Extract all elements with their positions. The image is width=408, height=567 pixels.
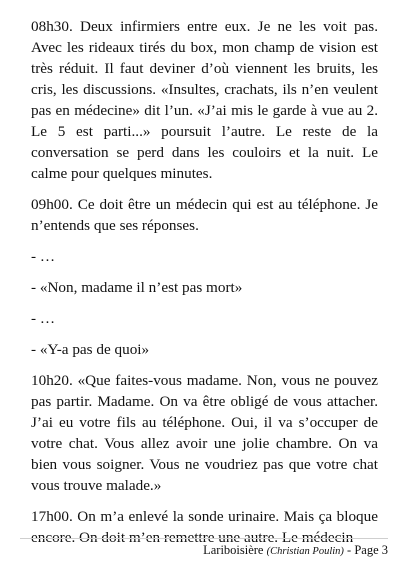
footer-author: (Christian Poulin) bbox=[266, 546, 344, 557]
dialog-line: - «Y-a pas de quoi» bbox=[31, 341, 150, 358]
paragraph-1700: 17h00. On m’a enlevé la sonde urinaire. Mais ça bloque encore. On doit m’en remettre une autre. Le médecin bbox=[31, 508, 378, 546]
dialog-line: - … bbox=[31, 310, 56, 327]
dialog-line: - «Non, madame il n’est pas mort» bbox=[31, 279, 243, 296]
dialog-line: - … bbox=[31, 248, 56, 265]
paragraph-0900: 09h00. Ce doit être un médecin qui est au téléphone. Je n’entends que ses réponses. bbox=[31, 196, 378, 234]
footer-divider bbox=[20, 538, 388, 539]
body-text bbox=[31, 16, 378, 558]
page-footer bbox=[203, 543, 388, 558]
paragraph-0830: 08h30. Deux infirmiers entre eux. Je ne les voit pas. Avec les rideaux tirés du box, mon champ de vision est très réduit. Il faut deviner d’où viennent les bruits, les cris, les discussions. «Insultes, crachats, ils n’en veulent pas en médecine» dit l’un. «J’ai mis le garde à vue au 2. Le 5 est parti...» poursuit l’autre. Le reste de la conversation se perd dans les couloirs et la nuit. Le calme pour quelques minutes. bbox=[31, 18, 378, 182]
page-number: - Page 3 bbox=[347, 543, 388, 557]
footer-title: Lariboisière bbox=[203, 543, 264, 557]
paragraph-1020: 10h20. «Que faites-vous madame. Non, vous ne pouvez pas partir. Madame. On va être obligé de vous attacher. J’ai eu votre fils au téléphone. Oui, il va s’occuper de votre chat. Vous allez avoir une jolie chambre. On va bien vous soigner. Vous ne voudriez pas que votre chat vous trouve malade.» bbox=[31, 372, 378, 494]
